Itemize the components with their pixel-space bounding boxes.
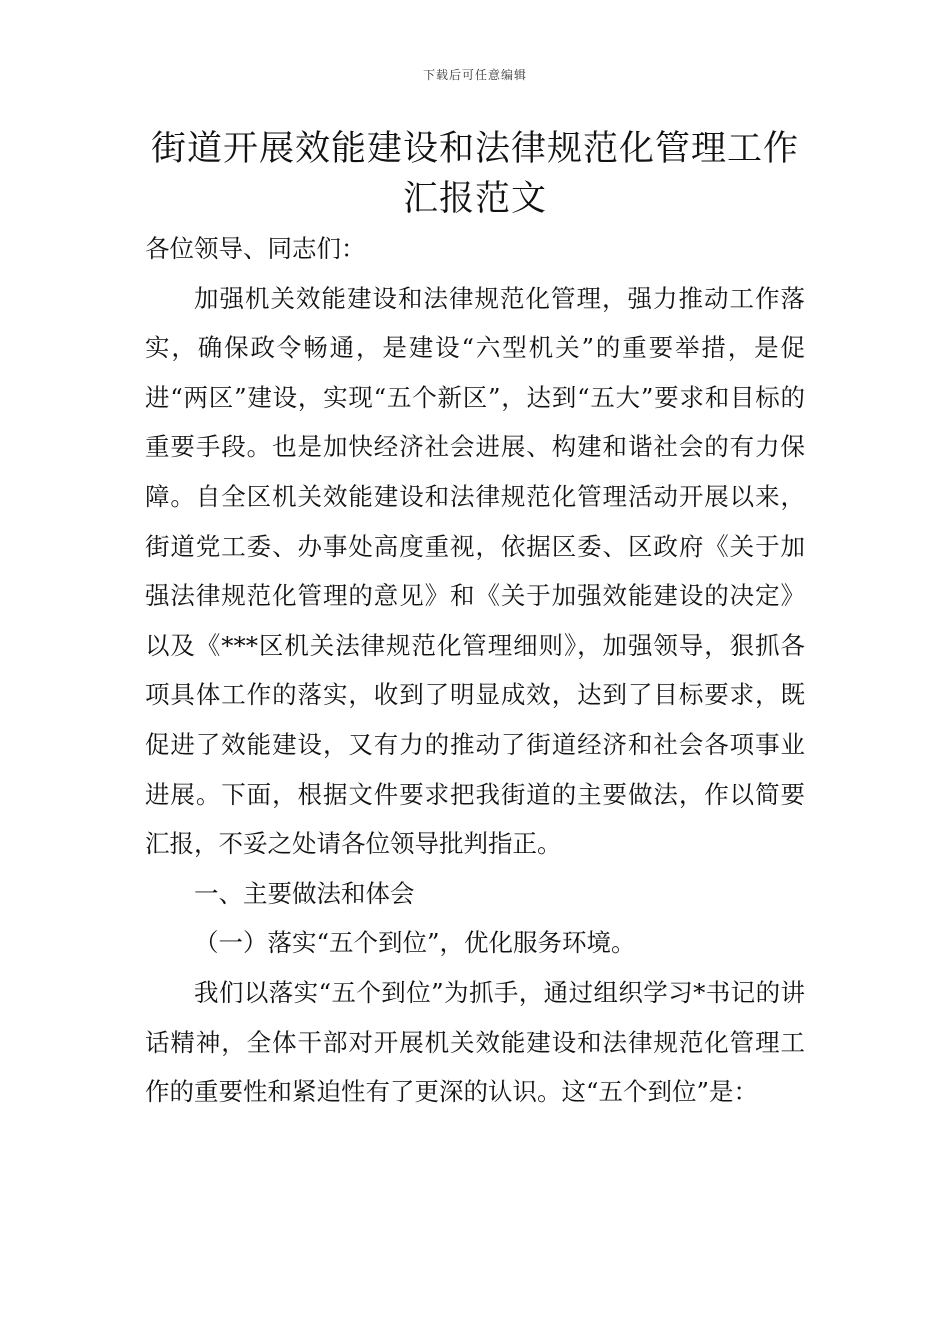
salutation: 各位领导、同志们： xyxy=(145,234,366,263)
paragraph-body: 我们以落实“五个到位”为抓手，通过组织学习*书记的讲话精神，全体干部对开展机关效能建设和法律规范化管理工作的重要性和紧迫性有了更深的认识。这“五个到位”是： xyxy=(145,977,805,1107)
document-body xyxy=(145,224,805,1117)
section-heading: 一、主要做法和体会 xyxy=(194,878,415,908)
subsection-heading: （一）落实“五个到位”，优化服务环境。 xyxy=(194,928,636,958)
paragraph-intro: 加强机关效能建设和法律规范化管理，强力推动工作落实，确保政令畅通，是建设“六型机关”的重要举措，是促进“两区”建设，实现“五个新区”，达到“五大”要求和目标的重要手段。也是加快经济社会进展、构建和谐社会的有力保障。自全区机关效能建设和法律规范化管理活动开展以来，街道党工委、办事处高度重视，依据区委、区政府《关于加强法律规范化管理的意见》和《关于加强效能建设的决定》以及《***区机关法律规范化管理细则》，加强领导，狠抓各项具体工作的落实，收到了明显成效，达到了目标要求，既促进了效能建设，又有力的推动了街道经济和社会各项事业进展。下面，根据文件要求把我街道的主要做法，作以简要汇报，不妥之处请各位领导批判指正。 xyxy=(145,283,805,859)
document-title: 街道开展效能建设和法律规范化管理工作汇报范文 xyxy=(150,129,799,219)
header-note: 下载后可任意编辑 xyxy=(422,68,527,82)
